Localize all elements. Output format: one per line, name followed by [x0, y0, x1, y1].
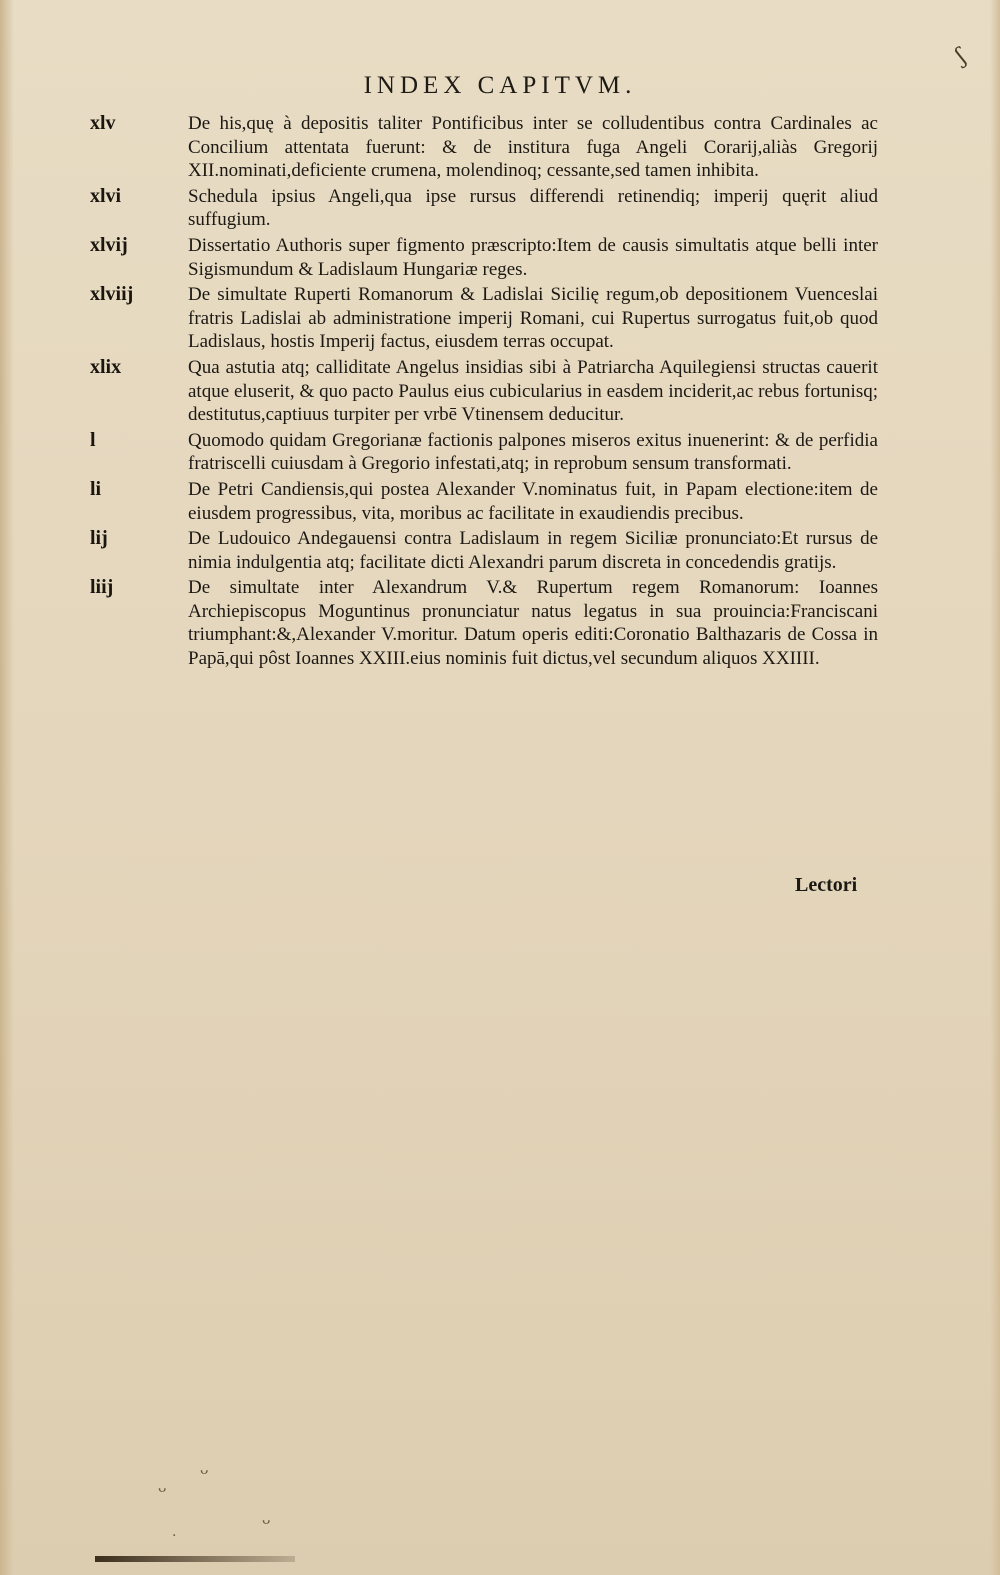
- chapter-numeral: li: [90, 477, 102, 500]
- chapter-summary: Qua astutia atq; calliditate Angelus insidias sibi à Patriarcha Aquilegiensi structas cauerit atque eluserit, & quo pacto Paulus eius cubicularius in easdem inciderit,ac rebus fortunisq; destitutus,captiuus turpiter per vrbē Vtinensem deducitur.: [188, 356, 878, 426]
- chapter-summary: Quomodo quidam Gregorianæ factionis palpones miseros exitus inuenerint: & de perfidia fratriscelli cuiusdam à Gregorio infestati,atq; in reprobum sensum transformati.: [188, 429, 878, 475]
- chapter-index-list: [0, 112, 1000, 673]
- paper-speck: ᴗ: [262, 1512, 271, 1528]
- index-entry-xlvi: [0, 185, 878, 232]
- index-entry-liij: [0, 576, 878, 670]
- chapter-numeral: xlvi: [90, 184, 122, 207]
- index-entry-li: [0, 478, 878, 525]
- chapter-numeral: xlviij: [90, 283, 134, 306]
- chapter-numeral: xlv: [90, 112, 116, 134]
- paper-speck: ·: [172, 1528, 177, 1544]
- page-edge-shadow: [95, 1556, 295, 1562]
- chapter-summary: De simultate Ruperti Romanorum & Ladislai Sicilię regum,ob depositionem Vuenceslai fratris Ladislai ab administratione imperij Romani, cui Rupertus surrogatus fuit,ob quod Ladislaus, hostis Imperij factus, eiusdem terras occupat.: [188, 284, 878, 353]
- chapter-summary: De his,quę à depositis taliter Pontificibus inter se colludentibus contra Cardinales ac Concilium attentata fuerunt: & de institura fuga Angeli Corarij,aliàs Gregorij XII.nominati,deficiente crumena, molendinoq; cessante,sed tamen inhibita.: [188, 113, 878, 182]
- page-title: INDEX CAPITVM.: [363, 72, 637, 99]
- ink-mark: ʃ: [952, 44, 970, 69]
- chapter-summary: Schedula ipsius Angeli,qua ipse rursus differendi retinendiq; imperij quęrit aliud suffugium.: [188, 185, 878, 231]
- paper-speck: ᴗ: [200, 1462, 209, 1478]
- index-entry-lij: [0, 527, 878, 574]
- chapter-summary: Dissertatio Authoris super figmento præscripto:Item de causis simultatis atque belli inter Sigismundum & Ladislaum Hungariæ reges.: [188, 234, 878, 280]
- chapter-summary: De Ludouico Andegauensi contra Ladislaum in regem Siciliæ pronunciato:Et rursus de nimia indulgentia atq; facilitate dicti Alexandri parum discreta in concedendis gratijs.: [188, 528, 878, 573]
- index-entry-xlix: [0, 356, 878, 427]
- index-entry-l: [0, 429, 878, 476]
- catchword: Lectori: [795, 874, 858, 896]
- chapter-numeral: lij: [90, 527, 108, 550]
- chapter-numeral: xlvij: [90, 233, 128, 256]
- index-entry-xlvij: [0, 234, 878, 281]
- chapter-numeral: xlix: [90, 355, 122, 378]
- chapter-numeral: liij: [90, 576, 114, 599]
- chapter-summary: De Petri Candiensis,qui postea Alexander V.nominatus fuit, in Papam electione:item de eiusdem progressibus, vita, moribus ac facilitate in exaudiendis precibus.: [188, 478, 878, 524]
- chapter-summary: De simultate inter Alexandrum V.& Rupertum regem Romanorum: Ioannes Archiepiscopus Moguntinus pronunciatur natus legatus in sua prouincia:Franciscani triumphant:&,Alexander V.moritur. Datum operis editi:Coronatio Balthazaris de Cossa in Papā,qui pôst Ioannes XXIII.eius nominis fuit dictus,vel secundum aliquos XXIIII.: [188, 577, 878, 670]
- chapter-numeral: l: [90, 428, 96, 451]
- paper-speck: ᴗ: [158, 1480, 167, 1496]
- index-entry-xlv: [0, 112, 878, 183]
- index-entry-xlviij: [0, 283, 878, 354]
